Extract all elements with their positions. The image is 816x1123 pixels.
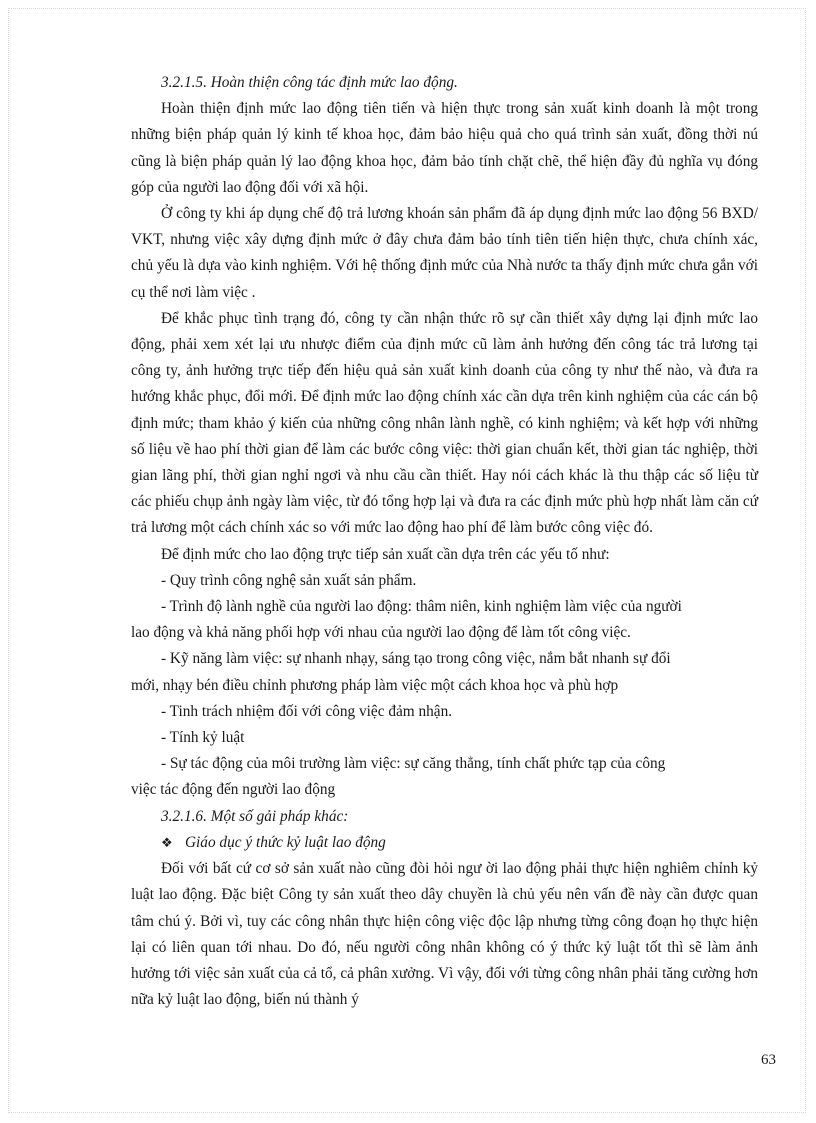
factor-item-continuation: việc tác động đến người lao động: [131, 781, 336, 799]
bullet-heading: [131, 830, 758, 856]
factor-item: - Tinh trách nhiệm đối với công việc đảm nhận.: [161, 702, 453, 720]
factor-item: - Kỹ năng làm việc: sự nhanh nhạy, sáng tạo trong công việc, nắm bắt nhanh sự đổi: [161, 650, 671, 668]
factor-item-continuation: lao động và khả năng phối hợp với nhau của người lao động để làm tốt công việc.: [131, 624, 631, 642]
page-number: 63: [761, 1052, 776, 1068]
document-body: [131, 70, 758, 1013]
paragraph-remedy: Để khắc phục tình trạng đó, công ty cần nhận thức rõ sự cần thiết xây dựng lại định mức lao động, phải xem xét lại ưu nhược điểm của định mức cũ làm ảnh hưởng đến công tác trả lương tại công ty, ảnh hưởng trực tiếp đến hiệu quả sản xuất kinh doanh của công ty như thế nào, và đưa ra hướng khắc phục, đổi mới. Để định mức lao động chính xác cần dựa trên kinh nghiệm của các cán bộ định mức; tham khảo ý kiến của những công nhân lành nghề, có kinh nghiệm; và kết hợp với những số liệu về hao phí thời gian để làm các bước công việc: thời gian chuẩn kết, thời gian tác nghiệp, thời gian lãng phí, thời gian nghỉ ngơi và nhu cầu cần thiết. Hay nói cách khác là thu thập các số liệu từ các phiếu chụp ảnh ngày làm việc, từ đó tổng hợp lại và đưa ra các định mức phù hợp nhất làm căn cứ trả lương một cách chính xác so với mức lao động hao phí để làm bước công việc đó.: [131, 309, 758, 537]
factor-item: - Quy trình công nghệ sản xuất sản phẩm.: [161, 571, 417, 589]
paragraph-intro: Hoàn thiện định mức lao động tiên tiến và hiện thực trong sản xuất kinh doanh là một trong những biện pháp quản lý kinh tế khoa học, đảm bảo hiệu quả cho quá trình sản xuất, đồng thời nú cũng là biện pháp quản lý lao động khoa học, đảm bảo tính chặt chẽ, thể hiện đầy đủ nghĩa vụ đóng góp của người lao động đối với xã hội.: [131, 100, 758, 196]
diamond-bullet-icon: ❖: [161, 834, 173, 850]
factor-item: - Sự tác động của môi trường làm việc: sự căng thẳng, tính chất phức tạp của công: [161, 755, 666, 773]
factor-item: - Trình độ lành nghề của người lao động: thâm niên, kinh nghiệm làm việc của người: [161, 598, 682, 616]
factor-item: - Tính kỷ luật: [161, 729, 245, 747]
section-heading-3-2-1-6: 3.2.1.6. Một số gải pháp khác:: [161, 807, 349, 825]
bullet-heading-text: Giáo dục ý thức kỷ luật lao động: [185, 833, 386, 851]
factor-item-continuation: mới, nhạy bén điều chỉnh phương pháp làm việc một cách khoa học và phù hợp: [131, 676, 619, 694]
paragraph-company: Ở công ty khi áp dụng chế độ trả lương khoán sản phẩm đã áp dụng định mức lao động 56 BXD/ VKT, nhưng việc xây dựng định mức ở đây chưa đảm bảo tính tiên tiến hiện thực, chưa chính xác, chủ yếu là dựa vào kinh nghiệm. Với hệ thống định mức của Nhà nước ta thấy định mức chưa gắn với cụ thể nơi làm việc .: [131, 205, 758, 301]
section-heading-3-2-1-5: 3.2.1.5. Hoàn thiện công tác định mức lao động.: [161, 74, 458, 91]
paragraph-discipline: Đối với bất cứ cơ sở sản xuất nào cũng đòi hỏi ngư ời lao động phải thực hiện nghiêm chỉnh kỷ luật lao động. Đặc biệt Công ty sản xuất theo dây chuyền là chủ yếu nên vấn đề này cần được quan tâm chú ý. Bởi vì, tuy các công nhân thực hiện công việc độc lập nhưng từng công đoạn họ thực hiện lại có liên quan tới nhau. Do đó, nếu người công nhân không có ý thức kỷ luật tốt thì sẽ làm ảnh hưởng tới việc sản xuất của cả tổ, cả phân xưởng. Vì vậy, đối với từng công nhân phải tăng cường hơn nữa kỷ luật lao động, biến nú thành ý: [131, 860, 758, 1009]
factors-intro: Để định mức cho lao động trực tiếp sản xuất cần dựa trên các yếu tố như:: [161, 545, 610, 563]
